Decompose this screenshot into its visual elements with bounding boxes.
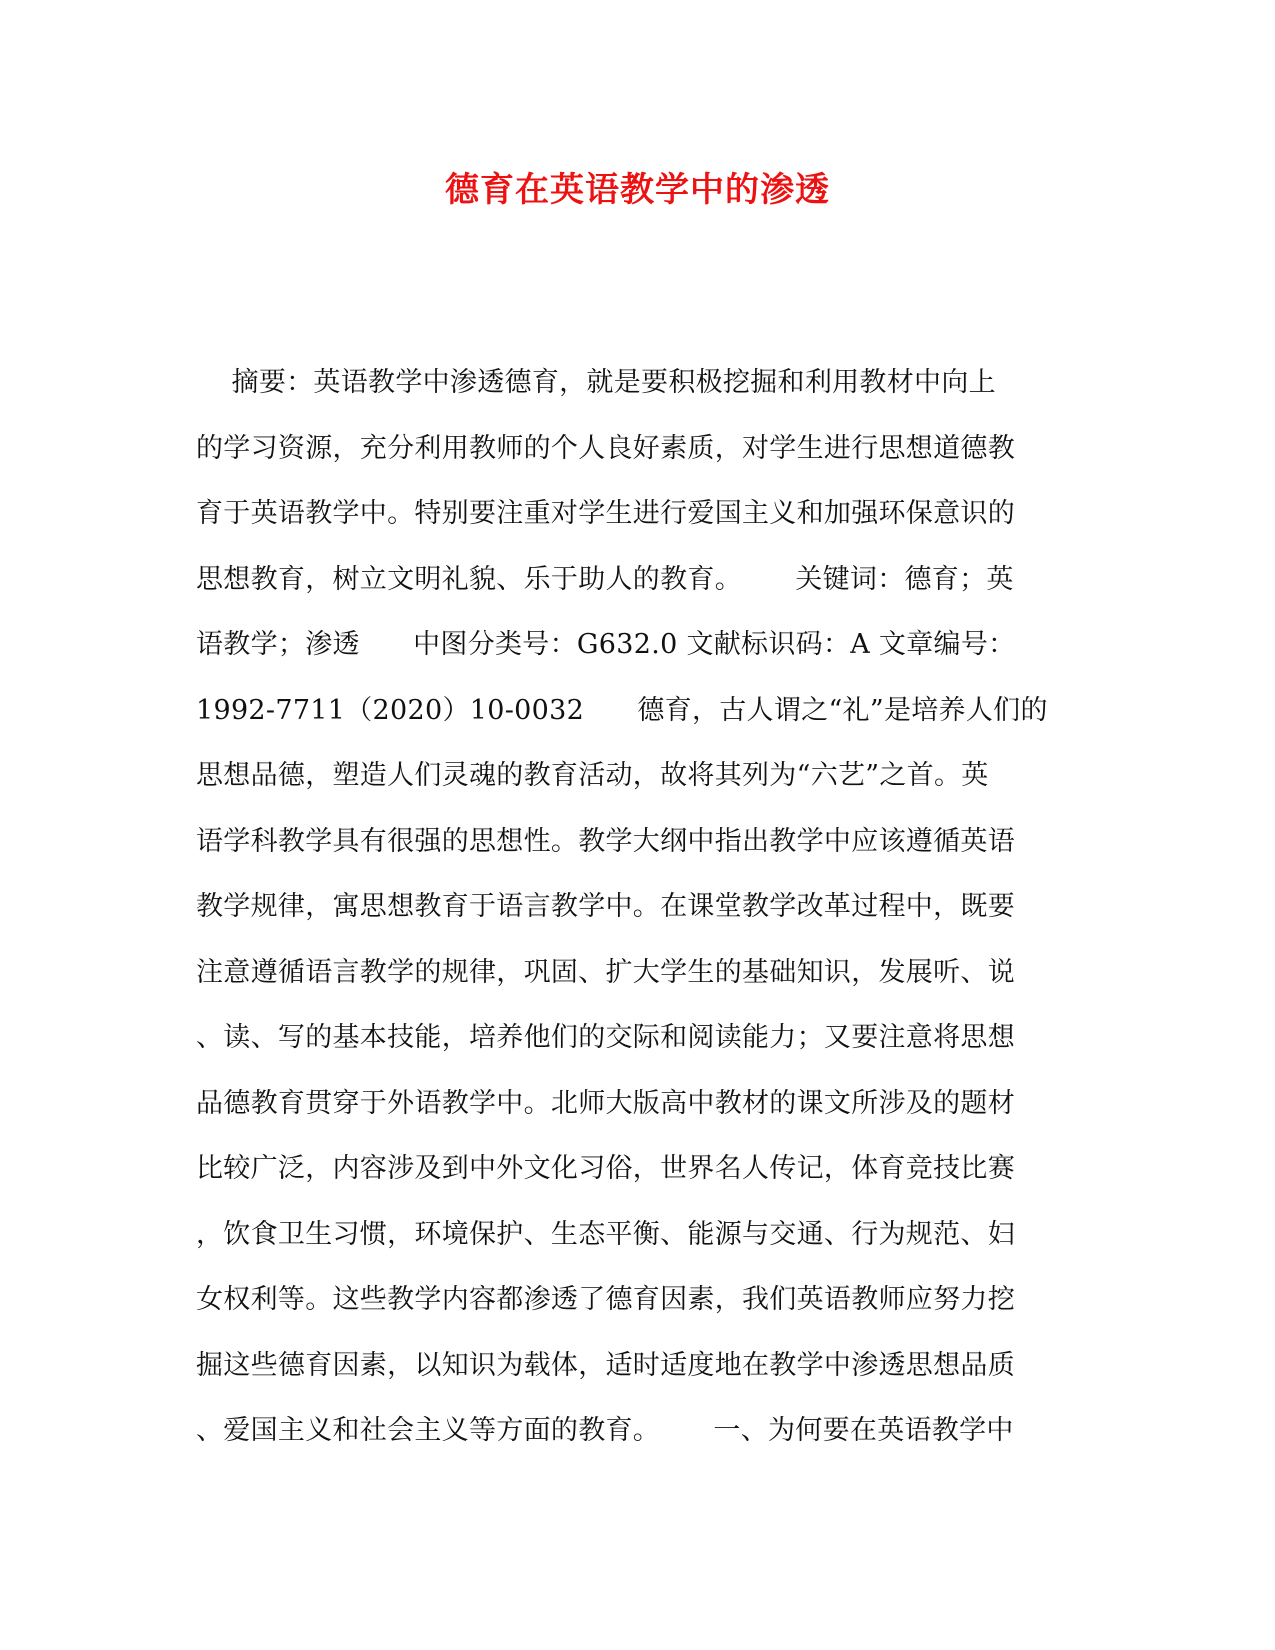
document-title: 德育在英语教学中的渗透 xyxy=(445,170,830,210)
text-line: 思想教育，树立文明礼貌、乐于助人的教育。 关键词：德育；英 xyxy=(196,563,1014,595)
text-line: 思想品德，塑造人们灵魂的教育活动，故将其列为“六艺”之首。英 xyxy=(196,760,989,791)
text-line: 教学规律，寓思想教育于语言教学中。在课堂教学改革过程中，既要 xyxy=(196,891,1015,922)
text-line: 的学习资源，充分利用教师的个人良好素质，对学生进行思想道德教 xyxy=(196,432,1015,464)
text-line: 1992-7711（2020）10-0032 德育，古人谓之“礼”是培养人们的 xyxy=(196,694,1048,726)
text-line: 育于英语教学中。特别要注重对学生进行爱国主义和加强环保意识的 xyxy=(196,498,1015,529)
body-text xyxy=(196,350,1072,1464)
text-line: 掘这些德育因素，以知识为载体，适时适度地在教学中渗透思想品质 xyxy=(196,1349,1015,1381)
text-line: ，饮食卫生习惯，环境保护、生态平衡、能源与交通、行为规范、妇 xyxy=(196,1218,1015,1250)
text-line: 语学科教学具有很强的思想性。教学大纲中指出教学中应该遵循英语 xyxy=(196,825,1015,857)
text-line: 、读、写的基本技能，培养他们的交际和阅读能力；又要注意将思想 xyxy=(196,1022,1015,1053)
text-line: 比较广泛，内容涉及到中外文化习俗，世界名人传记，体育竞技比赛 xyxy=(196,1153,1015,1184)
text-line: 女权利等。这些教学内容都渗透了德育因素，我们英语教师应努力挖 xyxy=(196,1284,1015,1315)
text-line: 注意遵循语言教学的规律，巩固、扩大学生的基础知识，发展听、说 xyxy=(196,956,1015,988)
text-line: 品德教育贯穿于外语教学中。北师大版高中教材的课文所涉及的题材 xyxy=(196,1087,1015,1119)
text-line: 语教学；渗透 中图分类号：G632.0 文献标识码：A 文章编号： xyxy=(196,629,1016,660)
text-line: 摘要：英语教学中渗透德育，就是要积极挖掘和利用教材中向上 xyxy=(196,367,996,398)
text-line: 、爱国主义和社会主义等方面的教育。 一、为何要在英语教学中 xyxy=(196,1415,1014,1446)
